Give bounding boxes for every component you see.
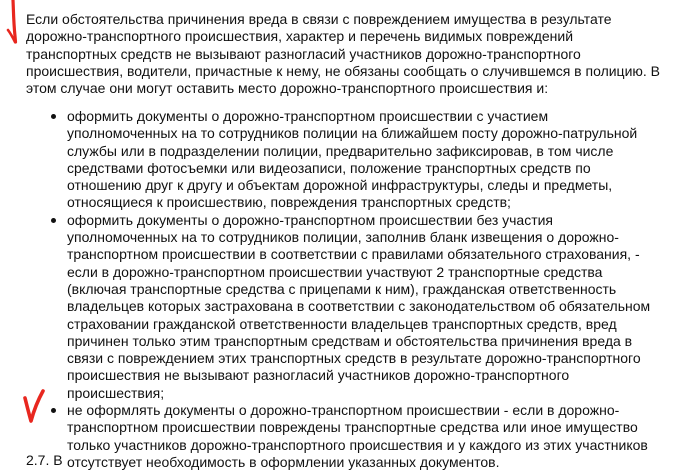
list-item-text: оформить документы о дорожно-транспортном происшествии без участия уполномоченных на то сотрудников полиции, заполнив бланк извещения о дорожно-транспортном происшествии в соответствии с правилами обязательного страхования, - если в дорожно-транспортном происшествии участвуют 2 транспортные средства (включая транспортные средства с прицепами к ним), гражданская ответственность владельцев которых застрахована в соответствии с законодательством об обязательном страховании гражданской ответственности владельцев транспортных средств, вред причинен только этим транспортным средствам и обстоятельства причинения вреда в связи с повреждением этих транспортных средств в результате дорожно-транспортного происшествия не вызывают разногласий участников дорожно-транспортного происшествия; xyxy=(67,211,651,401)
intro-paragraph: Если обстоятельства причинения вреда в связи с повреждением имущества в результате дорожно-транспортного происшествия, характер и перечень видимых повреждений транспортных средств не вызывают разногласий участников дорожно-транспортного происшествия, водители, причастные к нему, не обязаны сообщать о случившемся в полицию. В этом случае они могут оставить место дорожно-транспортного происшествия и: xyxy=(26,11,661,97)
bullet-icon xyxy=(51,408,56,413)
options-list xyxy=(40,108,660,471)
list-item xyxy=(40,108,660,212)
red-checkmark-icon xyxy=(22,388,46,426)
bullet-icon xyxy=(51,218,56,223)
bullet-icon xyxy=(51,114,56,119)
next-section-heading-fragment: 2.7. В xyxy=(26,452,63,468)
list-item-text: не оформлять документы о дорожно-транспортном происшествии - если в дорожно-транспортном происшествии повреждены транспортные средства или иное имущество только участников дорожно-транспортного происшествия и у каждого из этих участников отсутствует необходимость в оформлении указанных документов. xyxy=(67,402,648,470)
list-item xyxy=(40,212,660,402)
list-item xyxy=(40,402,660,471)
list-item-text: оформить документы о дорожно-транспортном происшествии с участием уполномоченных на то сотрудников полиции на ближайшем посту дорожно-патрульной службы или в подразделении полиции, предварительно зафиксировав, в том числе средствами фотосъемки или видеозаписи, положение транспортных средств по отношению друг к другу и объектам дорожной инфраструктуры, следы и предметы, относящиеся к происшествию, повреждения транспортных средств; xyxy=(67,108,638,211)
red-pen-stroke-mark xyxy=(4,0,20,44)
